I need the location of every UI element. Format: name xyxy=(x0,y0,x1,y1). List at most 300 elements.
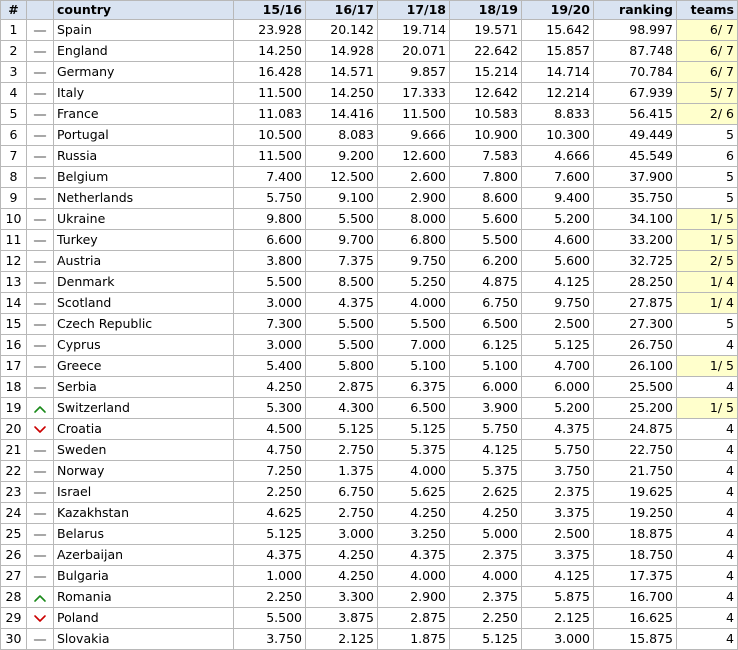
ranking-total: 27.875 xyxy=(594,293,677,314)
ranking-total: 45.549 xyxy=(594,146,677,167)
season-points: 2.875 xyxy=(306,377,378,398)
header-season-1[interactable]: 15/16 xyxy=(234,1,306,20)
season-points: 3.000 xyxy=(234,335,306,356)
season-points: 6.375 xyxy=(378,377,450,398)
ranking-total: 15.875 xyxy=(594,629,677,650)
rank-position: 27 xyxy=(1,566,27,587)
table-row xyxy=(1,293,738,314)
country-name[interactable]: Croatia xyxy=(54,419,234,440)
season-points: 12.600 xyxy=(378,146,450,167)
country-name[interactable]: Kazakhstan xyxy=(54,503,234,524)
ranking-total: 19.250 xyxy=(594,503,677,524)
season-points: 8.083 xyxy=(306,125,378,146)
trend-same-icon xyxy=(33,68,47,78)
table-row xyxy=(1,251,738,272)
season-points: 4.250 xyxy=(450,503,522,524)
country-name[interactable]: France xyxy=(54,104,234,125)
teams-count: 2/ 5 xyxy=(677,251,738,272)
teams-count: 4 xyxy=(677,587,738,608)
teams-count: 1/ 5 xyxy=(677,356,738,377)
country-name[interactable]: Switzerland xyxy=(54,398,234,419)
country-name[interactable]: Azerbaijan xyxy=(54,545,234,566)
season-points: 4.250 xyxy=(306,545,378,566)
rank-position: 18 xyxy=(1,377,27,398)
rank-position: 10 xyxy=(1,209,27,230)
country-name[interactable]: Israel xyxy=(54,482,234,503)
trend-same-icon xyxy=(33,383,47,393)
season-points: 5.375 xyxy=(450,461,522,482)
season-points: 12.642 xyxy=(450,83,522,104)
season-points: 11.500 xyxy=(234,146,306,167)
rank-position: 20 xyxy=(1,419,27,440)
season-points: 3.875 xyxy=(306,608,378,629)
trend-cell xyxy=(27,377,54,398)
season-points: 6.750 xyxy=(450,293,522,314)
season-points: 20.071 xyxy=(378,41,450,62)
trend-up-icon xyxy=(33,404,47,414)
trend-same-icon xyxy=(33,236,47,246)
season-points: 4.250 xyxy=(234,377,306,398)
season-points: 11.500 xyxy=(378,104,450,125)
season-points: 5.400 xyxy=(234,356,306,377)
rank-position: 17 xyxy=(1,356,27,377)
ranking-total: 70.784 xyxy=(594,62,677,83)
season-points: 5.125 xyxy=(378,419,450,440)
season-points: 4.500 xyxy=(234,419,306,440)
country-name[interactable]: Cyprus xyxy=(54,335,234,356)
rank-position: 3 xyxy=(1,62,27,83)
season-points: 4.125 xyxy=(522,272,594,293)
trend-cell xyxy=(27,146,54,167)
rank-position: 24 xyxy=(1,503,27,524)
table-row xyxy=(1,230,738,251)
table-row xyxy=(1,209,738,230)
season-points: 9.750 xyxy=(522,293,594,314)
season-points: 9.857 xyxy=(378,62,450,83)
ranking-total: 34.100 xyxy=(594,209,677,230)
trend-cell xyxy=(27,524,54,545)
trend-same-icon xyxy=(33,26,47,36)
season-points: 5.100 xyxy=(450,356,522,377)
rank-position: 22 xyxy=(1,461,27,482)
ranking-total: 25.500 xyxy=(594,377,677,398)
country-name[interactable]: Bulgaria xyxy=(54,566,234,587)
rank-position: 2 xyxy=(1,41,27,62)
trend-same-icon xyxy=(33,362,47,372)
trend-same-icon xyxy=(33,530,47,540)
rank-position: 21 xyxy=(1,440,27,461)
season-points: 5.375 xyxy=(378,440,450,461)
teams-count: 1/ 5 xyxy=(677,230,738,251)
trend-same-icon xyxy=(33,446,47,456)
season-points: 19.571 xyxy=(450,20,522,41)
season-points: 8.000 xyxy=(378,209,450,230)
season-points: 4.875 xyxy=(450,272,522,293)
table-row xyxy=(1,272,738,293)
ranking-total: 98.997 xyxy=(594,20,677,41)
trend-cell xyxy=(27,314,54,335)
trend-up-icon xyxy=(33,593,47,603)
header-season-3[interactable]: 17/18 xyxy=(378,1,450,20)
rank-position: 15 xyxy=(1,314,27,335)
trend-cell xyxy=(27,293,54,314)
teams-count: 4 xyxy=(677,461,738,482)
teams-count: 5 xyxy=(677,188,738,209)
header-ranking[interactable]: ranking xyxy=(594,1,677,20)
season-points: 6.000 xyxy=(450,377,522,398)
season-points: 4.000 xyxy=(450,566,522,587)
season-points: 4.125 xyxy=(450,440,522,461)
season-points: 3.800 xyxy=(234,251,306,272)
country-name[interactable]: Serbia xyxy=(54,377,234,398)
trend-cell xyxy=(27,461,54,482)
ranking-total: 33.200 xyxy=(594,230,677,251)
trend-same-icon xyxy=(33,320,47,330)
season-points: 6.500 xyxy=(378,398,450,419)
trend-same-icon xyxy=(33,89,47,99)
season-points: 2.375 xyxy=(450,545,522,566)
table-row xyxy=(1,125,738,146)
season-points: 4.700 xyxy=(522,356,594,377)
rank-position: 25 xyxy=(1,524,27,545)
trend-same-icon xyxy=(33,278,47,288)
teams-count: 1/ 5 xyxy=(677,398,738,419)
season-points: 5.125 xyxy=(522,335,594,356)
header-row xyxy=(1,1,738,20)
teams-count: 1/ 4 xyxy=(677,293,738,314)
country-name[interactable]: Scotland xyxy=(54,293,234,314)
teams-count: 4 xyxy=(677,608,738,629)
teams-count: 6 xyxy=(677,146,738,167)
ranking-total: 26.100 xyxy=(594,356,677,377)
season-points: 3.375 xyxy=(522,503,594,524)
season-points: 5.750 xyxy=(450,419,522,440)
season-points: 2.750 xyxy=(306,503,378,524)
header-teams[interactable]: teams xyxy=(677,1,738,20)
season-points: 9.700 xyxy=(306,230,378,251)
season-points: 4.375 xyxy=(234,545,306,566)
season-points: 5.250 xyxy=(378,272,450,293)
season-points: 5.625 xyxy=(378,482,450,503)
season-points: 2.875 xyxy=(378,608,450,629)
ranking-total: 19.625 xyxy=(594,482,677,503)
season-points: 7.000 xyxy=(378,335,450,356)
trend-same-icon xyxy=(33,488,47,498)
rank-position: 11 xyxy=(1,230,27,251)
season-points: 3.750 xyxy=(522,461,594,482)
season-points: 3.300 xyxy=(306,587,378,608)
season-points: 6.800 xyxy=(378,230,450,251)
season-points: 3.750 xyxy=(234,629,306,650)
table-row xyxy=(1,188,738,209)
trend-cell xyxy=(27,41,54,62)
season-points: 5.500 xyxy=(306,314,378,335)
trend-same-icon xyxy=(33,131,47,141)
season-points: 6.125 xyxy=(450,335,522,356)
header-season-2[interactable]: 16/17 xyxy=(306,1,378,20)
season-points: 9.800 xyxy=(234,209,306,230)
trend-same-icon xyxy=(33,635,47,645)
season-points: 2.600 xyxy=(378,167,450,188)
season-points: 5.125 xyxy=(234,524,306,545)
teams-count: 4 xyxy=(677,524,738,545)
country-name[interactable]: Sweden xyxy=(54,440,234,461)
season-points: 4.000 xyxy=(378,566,450,587)
rank-position: 13 xyxy=(1,272,27,293)
trend-cell xyxy=(27,251,54,272)
table-row xyxy=(1,167,738,188)
season-points: 7.250 xyxy=(234,461,306,482)
season-points: 2.375 xyxy=(522,482,594,503)
trend-cell xyxy=(27,83,54,104)
table-row xyxy=(1,545,738,566)
trend-same-icon xyxy=(33,551,47,561)
season-points: 6.200 xyxy=(450,251,522,272)
season-points: 2.500 xyxy=(522,524,594,545)
trend-cell xyxy=(27,167,54,188)
ranking-total: 16.700 xyxy=(594,587,677,608)
teams-count: 1/ 4 xyxy=(677,272,738,293)
trend-same-icon xyxy=(33,152,47,162)
table-row xyxy=(1,314,738,335)
rank-position: 26 xyxy=(1,545,27,566)
season-points: 6.750 xyxy=(306,482,378,503)
country-name[interactable]: Ukraine xyxy=(54,209,234,230)
season-points: 7.400 xyxy=(234,167,306,188)
trend-cell xyxy=(27,419,54,440)
country-name[interactable]: Netherlands xyxy=(54,188,234,209)
season-points: 9.200 xyxy=(306,146,378,167)
season-points: 2.900 xyxy=(378,188,450,209)
season-points: 2.625 xyxy=(450,482,522,503)
ranking-total: 87.748 xyxy=(594,41,677,62)
season-points: 2.500 xyxy=(522,314,594,335)
season-points: 19.714 xyxy=(378,20,450,41)
season-points: 8.833 xyxy=(522,104,594,125)
trend-cell xyxy=(27,356,54,377)
season-points: 14.250 xyxy=(306,83,378,104)
table-row xyxy=(1,104,738,125)
season-points: 12.214 xyxy=(522,83,594,104)
rank-position: 6 xyxy=(1,125,27,146)
season-points: 3.000 xyxy=(522,629,594,650)
table-row xyxy=(1,335,738,356)
trend-cell xyxy=(27,608,54,629)
season-points: 5.800 xyxy=(306,356,378,377)
trend-cell xyxy=(27,545,54,566)
trend-cell xyxy=(27,335,54,356)
season-points: 4.625 xyxy=(234,503,306,524)
header-num[interactable]: # xyxy=(1,1,27,20)
ranking-total: 49.449 xyxy=(594,125,677,146)
ranking-total: 37.900 xyxy=(594,167,677,188)
season-points: 2.375 xyxy=(450,587,522,608)
season-points: 14.250 xyxy=(234,41,306,62)
season-points: 10.583 xyxy=(450,104,522,125)
teams-count: 1/ 5 xyxy=(677,209,738,230)
trend-same-icon xyxy=(33,173,47,183)
season-points: 5.600 xyxy=(450,209,522,230)
season-points: 6.000 xyxy=(522,377,594,398)
season-points: 4.375 xyxy=(522,419,594,440)
season-points: 5.500 xyxy=(306,335,378,356)
rank-position: 12 xyxy=(1,251,27,272)
country-name[interactable]: England xyxy=(54,41,234,62)
season-points: 7.800 xyxy=(450,167,522,188)
season-points: 5.750 xyxy=(234,188,306,209)
header-season-4[interactable]: 18/19 xyxy=(450,1,522,20)
trend-same-icon xyxy=(33,572,47,582)
teams-count: 6/ 7 xyxy=(677,20,738,41)
teams-count: 6/ 7 xyxy=(677,62,738,83)
teams-count: 5 xyxy=(677,314,738,335)
ranking-total: 21.750 xyxy=(594,461,677,482)
trend-cell xyxy=(27,629,54,650)
season-points: 5.125 xyxy=(450,629,522,650)
ranking-total: 25.200 xyxy=(594,398,677,419)
rank-position: 23 xyxy=(1,482,27,503)
season-points: 1.875 xyxy=(378,629,450,650)
table-row xyxy=(1,524,738,545)
table-row xyxy=(1,377,738,398)
season-points: 5.875 xyxy=(522,587,594,608)
table-row xyxy=(1,146,738,167)
season-points: 10.500 xyxy=(234,125,306,146)
trend-same-icon xyxy=(33,110,47,120)
rank-position: 9 xyxy=(1,188,27,209)
season-points: 10.900 xyxy=(450,125,522,146)
header-country[interactable]: country xyxy=(54,1,234,20)
table-row xyxy=(1,419,738,440)
rank-position: 16 xyxy=(1,335,27,356)
ranking-total: 18.750 xyxy=(594,545,677,566)
trend-same-icon xyxy=(33,509,47,519)
season-points: 9.400 xyxy=(522,188,594,209)
table-row xyxy=(1,440,738,461)
rank-position: 28 xyxy=(1,587,27,608)
season-points: 1.375 xyxy=(306,461,378,482)
season-points: 2.125 xyxy=(522,608,594,629)
season-points: 1.000 xyxy=(234,566,306,587)
country-name[interactable]: Czech Republic xyxy=(54,314,234,335)
teams-count: 4 xyxy=(677,335,738,356)
table-row xyxy=(1,398,738,419)
season-points: 17.333 xyxy=(378,83,450,104)
season-points: 7.300 xyxy=(234,314,306,335)
ranking-total: 16.625 xyxy=(594,608,677,629)
teams-count: 4 xyxy=(677,377,738,398)
country-name[interactable]: Spain xyxy=(54,20,234,41)
season-points: 7.600 xyxy=(522,167,594,188)
teams-count: 6/ 7 xyxy=(677,41,738,62)
country-name[interactable]: Austria xyxy=(54,251,234,272)
ranking-total: 35.750 xyxy=(594,188,677,209)
rank-position: 29 xyxy=(1,608,27,629)
trend-cell xyxy=(27,188,54,209)
rank-position: 19 xyxy=(1,398,27,419)
country-name[interactable]: Italy xyxy=(54,83,234,104)
season-points: 5.500 xyxy=(450,230,522,251)
teams-count: 4 xyxy=(677,545,738,566)
country-name[interactable]: Greece xyxy=(54,356,234,377)
trend-same-icon xyxy=(33,341,47,351)
country-name[interactable]: Portugal xyxy=(54,125,234,146)
country-name[interactable]: Romania xyxy=(54,587,234,608)
season-points: 4.250 xyxy=(378,503,450,524)
rank-position: 5 xyxy=(1,104,27,125)
teams-count: 4 xyxy=(677,482,738,503)
season-points: 15.642 xyxy=(522,20,594,41)
season-points: 5.300 xyxy=(234,398,306,419)
season-points: 5.750 xyxy=(522,440,594,461)
season-points: 5.500 xyxy=(234,608,306,629)
teams-count: 4 xyxy=(677,503,738,524)
season-points: 5.600 xyxy=(522,251,594,272)
trend-same-icon xyxy=(33,47,47,57)
season-points: 6.600 xyxy=(234,230,306,251)
header-season-5[interactable]: 19/20 xyxy=(522,1,594,20)
season-points: 5.100 xyxy=(378,356,450,377)
country-name[interactable]: Belgium xyxy=(54,167,234,188)
season-points: 5.200 xyxy=(522,209,594,230)
season-points: 7.375 xyxy=(306,251,378,272)
teams-count: 4 xyxy=(677,419,738,440)
country-name[interactable]: Denmark xyxy=(54,272,234,293)
trend-same-icon xyxy=(33,257,47,267)
season-points: 4.250 xyxy=(306,566,378,587)
country-name[interactable]: Norway xyxy=(54,461,234,482)
country-name[interactable]: Germany xyxy=(54,62,234,83)
season-points: 5.500 xyxy=(306,209,378,230)
teams-count: 4 xyxy=(677,629,738,650)
ranking-total: 67.939 xyxy=(594,83,677,104)
ranking-total: 18.875 xyxy=(594,524,677,545)
table-row xyxy=(1,629,738,650)
teams-count: 2/ 6 xyxy=(677,104,738,125)
season-points: 12.500 xyxy=(306,167,378,188)
country-name[interactable]: Turkey xyxy=(54,230,234,251)
trend-cell xyxy=(27,209,54,230)
season-points: 14.928 xyxy=(306,41,378,62)
season-points: 14.416 xyxy=(306,104,378,125)
country-name[interactable]: Belarus xyxy=(54,524,234,545)
season-points: 2.125 xyxy=(306,629,378,650)
season-points: 4.300 xyxy=(306,398,378,419)
season-points: 14.714 xyxy=(522,62,594,83)
season-points: 3.250 xyxy=(378,524,450,545)
table-row xyxy=(1,356,738,377)
season-points: 5.000 xyxy=(450,524,522,545)
table-row xyxy=(1,83,738,104)
ranking-total: 26.750 xyxy=(594,335,677,356)
season-points: 14.571 xyxy=(306,62,378,83)
country-name[interactable]: Slovakia xyxy=(54,629,234,650)
teams-count: 4 xyxy=(677,440,738,461)
country-name[interactable]: Poland xyxy=(54,608,234,629)
season-points: 5.200 xyxy=(522,398,594,419)
ranking-total: 17.375 xyxy=(594,566,677,587)
country-name[interactable]: Russia xyxy=(54,146,234,167)
season-points: 3.000 xyxy=(306,524,378,545)
season-points: 3.375 xyxy=(522,545,594,566)
table-row xyxy=(1,482,738,503)
ranking-total: 28.250 xyxy=(594,272,677,293)
table-row xyxy=(1,566,738,587)
season-points: 4.125 xyxy=(522,566,594,587)
trend-cell xyxy=(27,587,54,608)
season-points: 5.500 xyxy=(234,272,306,293)
season-points: 5.125 xyxy=(306,419,378,440)
